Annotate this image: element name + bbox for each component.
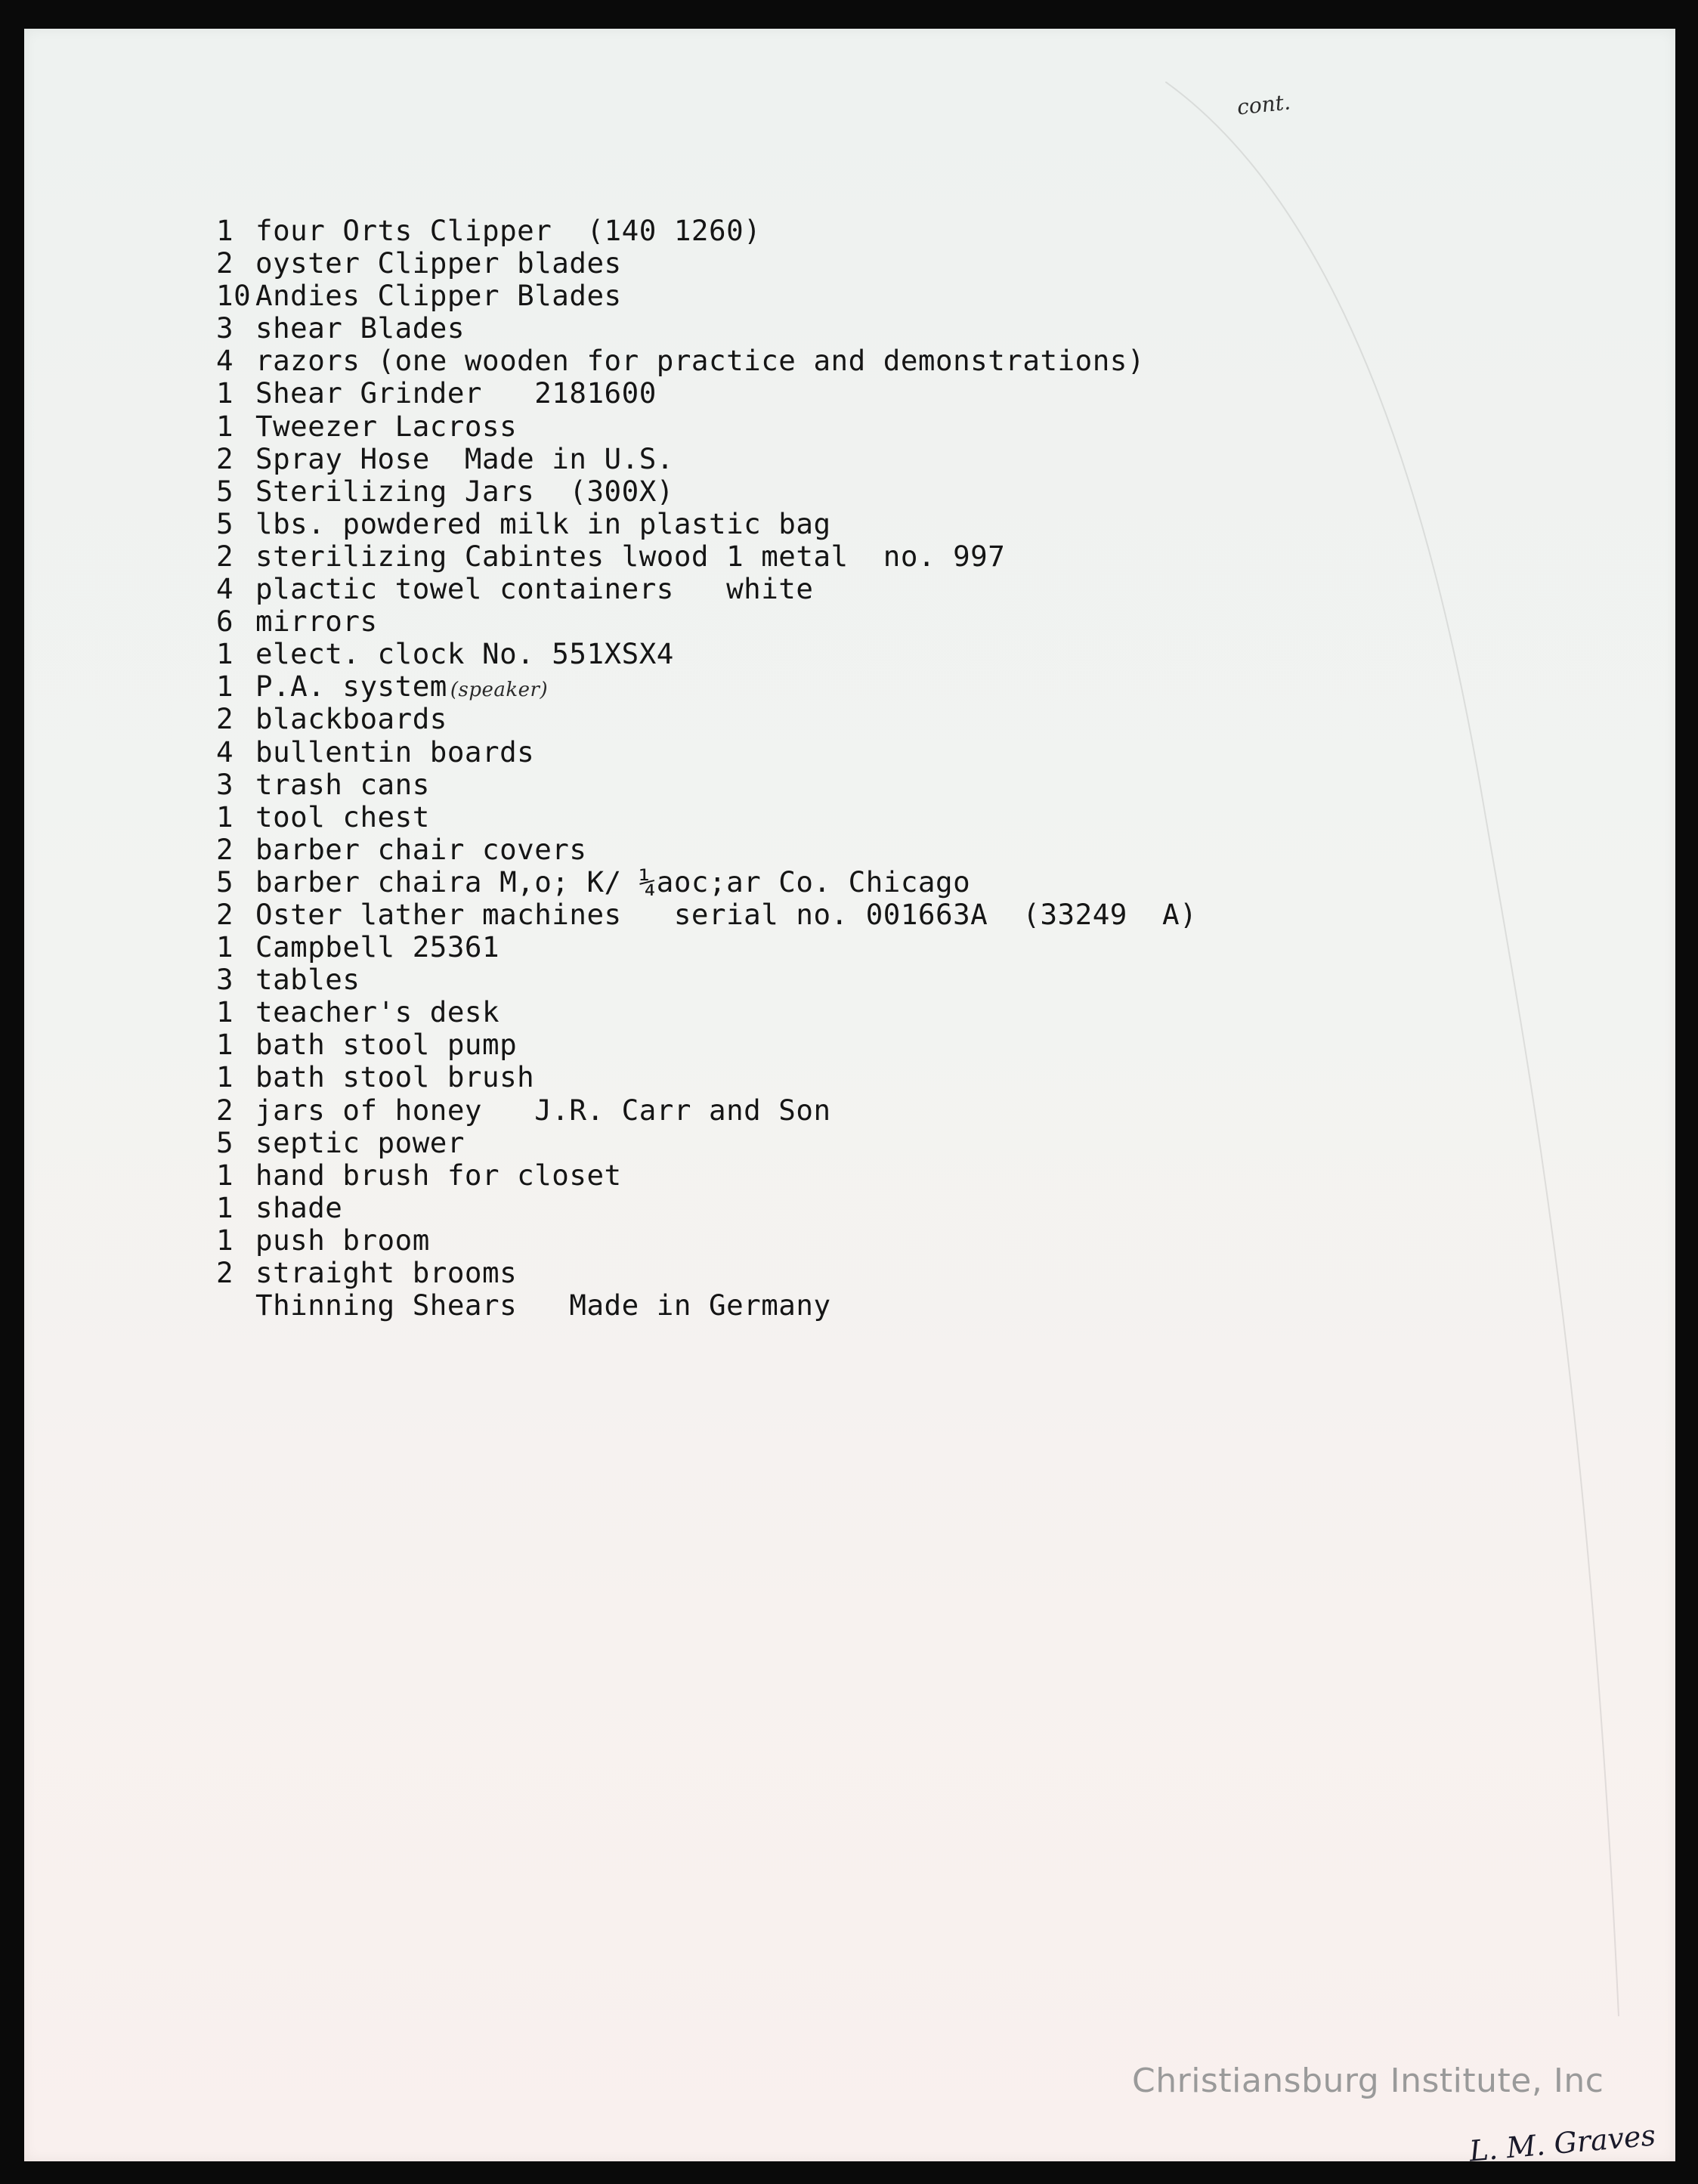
inventory-line bbox=[216, 410, 1197, 443]
item-description: push broom bbox=[255, 1223, 430, 1257]
item-description: mirrors bbox=[255, 605, 378, 639]
inventory-line bbox=[216, 312, 1197, 345]
item-description: jars of honey J.R. Carr and Son bbox=[255, 1093, 831, 1127]
inventory-line bbox=[216, 540, 1197, 573]
item-quantity: 1 bbox=[216, 1158, 234, 1192]
item-quantity: 2 bbox=[216, 539, 234, 573]
inventory-line bbox=[216, 1159, 1197, 1192]
inventory-line bbox=[216, 215, 1197, 247]
item-quantity: 5 bbox=[216, 865, 234, 899]
inventory-line bbox=[216, 508, 1197, 540]
document-page bbox=[24, 29, 1675, 2168]
inventory-line bbox=[216, 769, 1197, 801]
item-quantity: 1 bbox=[216, 214, 234, 247]
item-description: bath stool pump bbox=[255, 1028, 518, 1062]
item-quantity: 3 bbox=[216, 963, 234, 997]
item-quantity: 2 bbox=[216, 702, 234, 736]
inventory-line bbox=[216, 475, 1197, 508]
item-description: hand brush for closet bbox=[255, 1158, 622, 1192]
item-description: Andies Clipper Blades bbox=[255, 279, 622, 313]
inventory-line bbox=[216, 996, 1197, 1029]
inventory-line bbox=[216, 1094, 1197, 1127]
inventory-line bbox=[216, 1192, 1197, 1224]
inventory-line bbox=[216, 1127, 1197, 1159]
item-quantity: 2 bbox=[216, 897, 234, 931]
inventory-line bbox=[216, 573, 1197, 605]
archive-watermark: Christiansburg Institute, Inc bbox=[1132, 2062, 1604, 2100]
inventory-line bbox=[216, 931, 1197, 964]
item-quantity: 4 bbox=[216, 735, 234, 769]
item-description: P.A. system bbox=[255, 670, 447, 704]
item-description: bath stool brush bbox=[255, 1060, 535, 1094]
item-description: straight brooms bbox=[255, 1256, 518, 1289]
item-description: shear Blades bbox=[255, 311, 465, 345]
item-quantity: 4 bbox=[216, 344, 234, 378]
item-quantity: 1 bbox=[216, 1060, 234, 1094]
inventory-list bbox=[216, 215, 1197, 1322]
handwritten-note: (speaker) bbox=[450, 679, 549, 702]
item-description: bullentin boards bbox=[255, 735, 535, 769]
item-quantity: 5 bbox=[216, 1125, 234, 1159]
item-quantity: 1 bbox=[216, 670, 234, 704]
item-description: tool chest bbox=[255, 800, 430, 834]
item-quantity: 5 bbox=[216, 506, 234, 540]
item-description: trash cans bbox=[255, 767, 430, 801]
item-quantity: 2 bbox=[216, 1256, 234, 1289]
inventory-line bbox=[216, 605, 1197, 638]
inventory-line bbox=[216, 834, 1197, 866]
item-description: lbs. powdered milk in plastic bag bbox=[255, 506, 831, 540]
inventory-line bbox=[216, 670, 1197, 703]
item-description: septic power bbox=[255, 1125, 465, 1159]
inventory-line bbox=[216, 736, 1197, 769]
item-quantity: 2 bbox=[216, 246, 234, 280]
inventory-line bbox=[216, 866, 1197, 899]
inventory-line bbox=[216, 280, 1197, 312]
inventory-line bbox=[216, 1224, 1197, 1257]
inventory-line bbox=[216, 899, 1197, 931]
item-quantity: 5 bbox=[216, 474, 234, 508]
inventory-line bbox=[216, 377, 1197, 410]
item-quantity: 1 bbox=[216, 1028, 234, 1062]
inventory-line bbox=[216, 638, 1197, 670]
item-quantity: 4 bbox=[216, 572, 234, 606]
item-description: shade bbox=[255, 1190, 343, 1224]
paper-crease bbox=[1165, 82, 1679, 2046]
item-description: sterilizing Cabintes lwood 1 metal no. 997 bbox=[255, 539, 1006, 573]
inventory-line bbox=[216, 703, 1197, 735]
item-description: tables bbox=[255, 963, 360, 997]
continued-annotation: cont. bbox=[1236, 89, 1292, 120]
item-description: Spray Hose Made in U.S. bbox=[255, 441, 674, 475]
inventory-line bbox=[216, 247, 1197, 280]
handwritten-signature: L. M. Graves bbox=[1468, 2118, 1657, 2168]
inventory-line bbox=[216, 1061, 1197, 1094]
item-quantity: 1 bbox=[216, 995, 234, 1029]
item-description: Tweezer Lacross bbox=[255, 409, 518, 443]
item-quantity: 1 bbox=[216, 1190, 234, 1224]
item-description: blackboards bbox=[255, 702, 447, 736]
item-quantity: 3 bbox=[216, 767, 234, 801]
inventory-line bbox=[216, 1289, 1197, 1322]
item-description: Oster lather machines serial no. 001663A (33249 A) bbox=[255, 897, 1198, 931]
item-description: oyster Clipper blades bbox=[255, 246, 622, 280]
item-quantity: 2 bbox=[216, 441, 234, 475]
item-description: Sterilizing Jars (300X) bbox=[255, 474, 674, 508]
item-quantity: 1 bbox=[216, 409, 234, 443]
inventory-line bbox=[216, 1029, 1197, 1061]
item-quantity: 10 bbox=[216, 279, 252, 313]
inventory-line bbox=[216, 443, 1197, 475]
item-quantity: 2 bbox=[216, 1093, 234, 1127]
item-quantity: 1 bbox=[216, 1223, 234, 1257]
item-description: plactic towel containers white bbox=[255, 572, 814, 606]
item-quantity: 3 bbox=[216, 311, 234, 345]
item-description: barber chaira M,o; K/ ¼aoc;ar Co. Chicago bbox=[255, 865, 971, 899]
inventory-line bbox=[216, 345, 1197, 377]
item-quantity: 2 bbox=[216, 832, 234, 866]
item-quantity: 6 bbox=[216, 605, 234, 639]
item-quantity: 1 bbox=[216, 376, 234, 410]
item-description: barber chair covers bbox=[255, 832, 587, 866]
item-description: Shear Grinder 2181600 bbox=[255, 376, 657, 410]
inventory-line bbox=[216, 801, 1197, 834]
item-description: teacher's desk bbox=[255, 995, 500, 1029]
item-description: four Orts Clipper (140 1260) bbox=[255, 214, 762, 247]
item-quantity: 1 bbox=[216, 800, 234, 834]
item-quantity: 1 bbox=[216, 637, 234, 671]
inventory-line bbox=[216, 1257, 1197, 1289]
item-quantity: 1 bbox=[216, 930, 234, 964]
item-description: razors (one wooden for practice and demonstrations) bbox=[255, 344, 1145, 378]
item-description: Campbell 25361 bbox=[255, 930, 500, 964]
item-description: Thinning Shears Made in Germany bbox=[255, 1288, 831, 1322]
item-description: elect. clock No. 551XSX4 bbox=[255, 637, 674, 671]
inventory-line bbox=[216, 964, 1197, 996]
